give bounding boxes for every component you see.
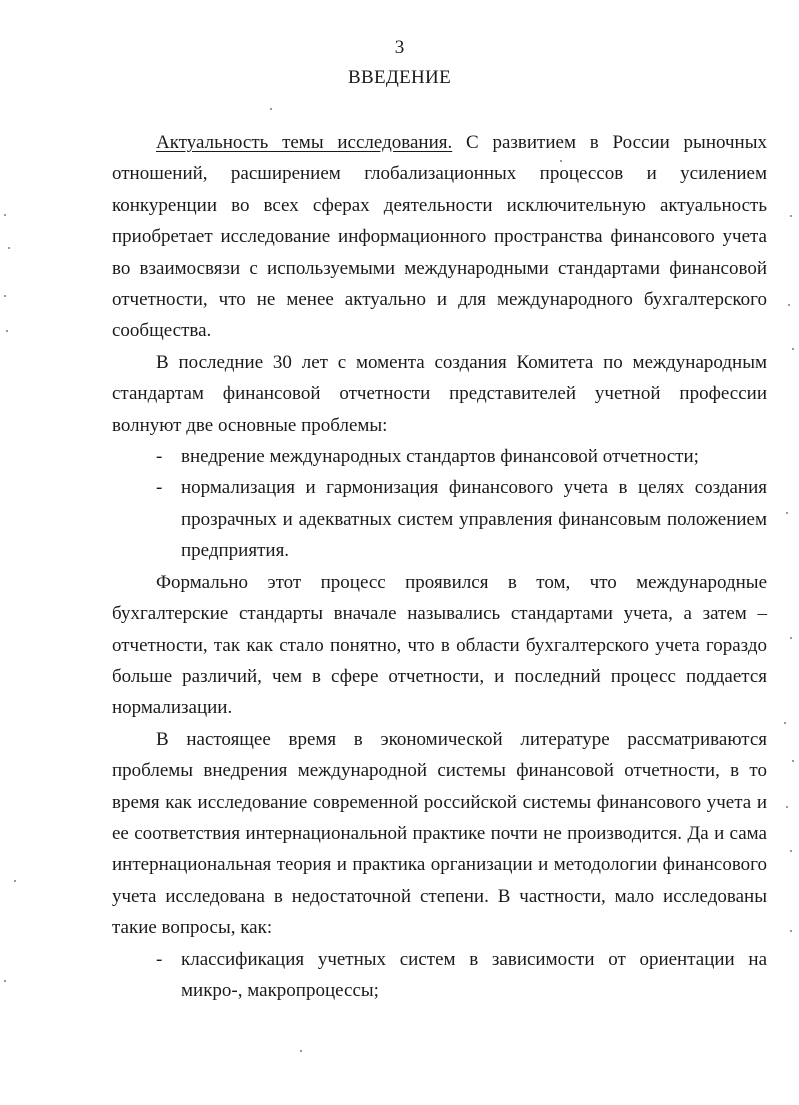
list-item: [112, 944, 767, 1007]
list-dash: -: [156, 477, 163, 499]
topic-relevance-lead: Актуальность темы исследования.: [156, 132, 453, 153]
page-number: 3: [394, 37, 405, 58]
page-body: [112, 127, 767, 1006]
questions-list: [112, 944, 767, 1007]
list-item: [112, 441, 767, 472]
list-item-text: нормализация и гармонизация финансового учета в целях создания прозрачных и адекватных систем управления финансовым положением предприятия.: [181, 477, 767, 562]
problems-paragraph: В последние 30 лет с момента создания Комитета по международным стандартам финансовой отчетности представителей учетной профессии волнуют две основные проблемы:: [112, 351, 767, 436]
list-dash: -: [156, 948, 163, 970]
list-item-text: классификация учетных систем в зависимости от ориентации на микро-, макропроцессы;: [181, 948, 767, 1001]
intro-paragraph: [112, 127, 767, 347]
list-item: [112, 472, 767, 566]
current-literature-paragraph: В настоящее время в экономической литературе рассматриваются проблемы внедрения международной системы финансовой отчетности, в то время как исследование современной российской системы финансового учета и ее соответствия интернациональной практике почти не производится. Да и сама интернациональная теория и практика организации и методологии финансового учета исследована в недостаточной степени. В частности, мало исследованы такие вопросы, как:: [112, 728, 767, 939]
problems-list: [112, 441, 767, 567]
intro-text: С развитием в России рыночных отношений, расширением глобализационных процессов и усилением конкуренции во всех сферах деятельности исключительную актуальность приобретает исследование информационного пространства финансового учета во взаимосвязи с используемыми международными стандартами финансовой отчетности, что не менее актуально и для международного бухгалтерского сообщества.: [112, 132, 767, 342]
list-item-text: внедрение международных стандартов финансовой отчетности;: [181, 446, 699, 468]
list-dash: -: [156, 446, 163, 468]
section-heading: ВВЕДЕНИЕ: [348, 67, 451, 88]
process-paragraph: Формально этот процесс проявился в том, что международные бухгалтерские стандарты вначале назывались стандартами учета, а затем – отчетности, так как стало понятно, что в области бухгалтерского учета гораздо больше различий, чем в сфере отчетности, и последний процесс поддается нормализации.: [112, 571, 767, 719]
